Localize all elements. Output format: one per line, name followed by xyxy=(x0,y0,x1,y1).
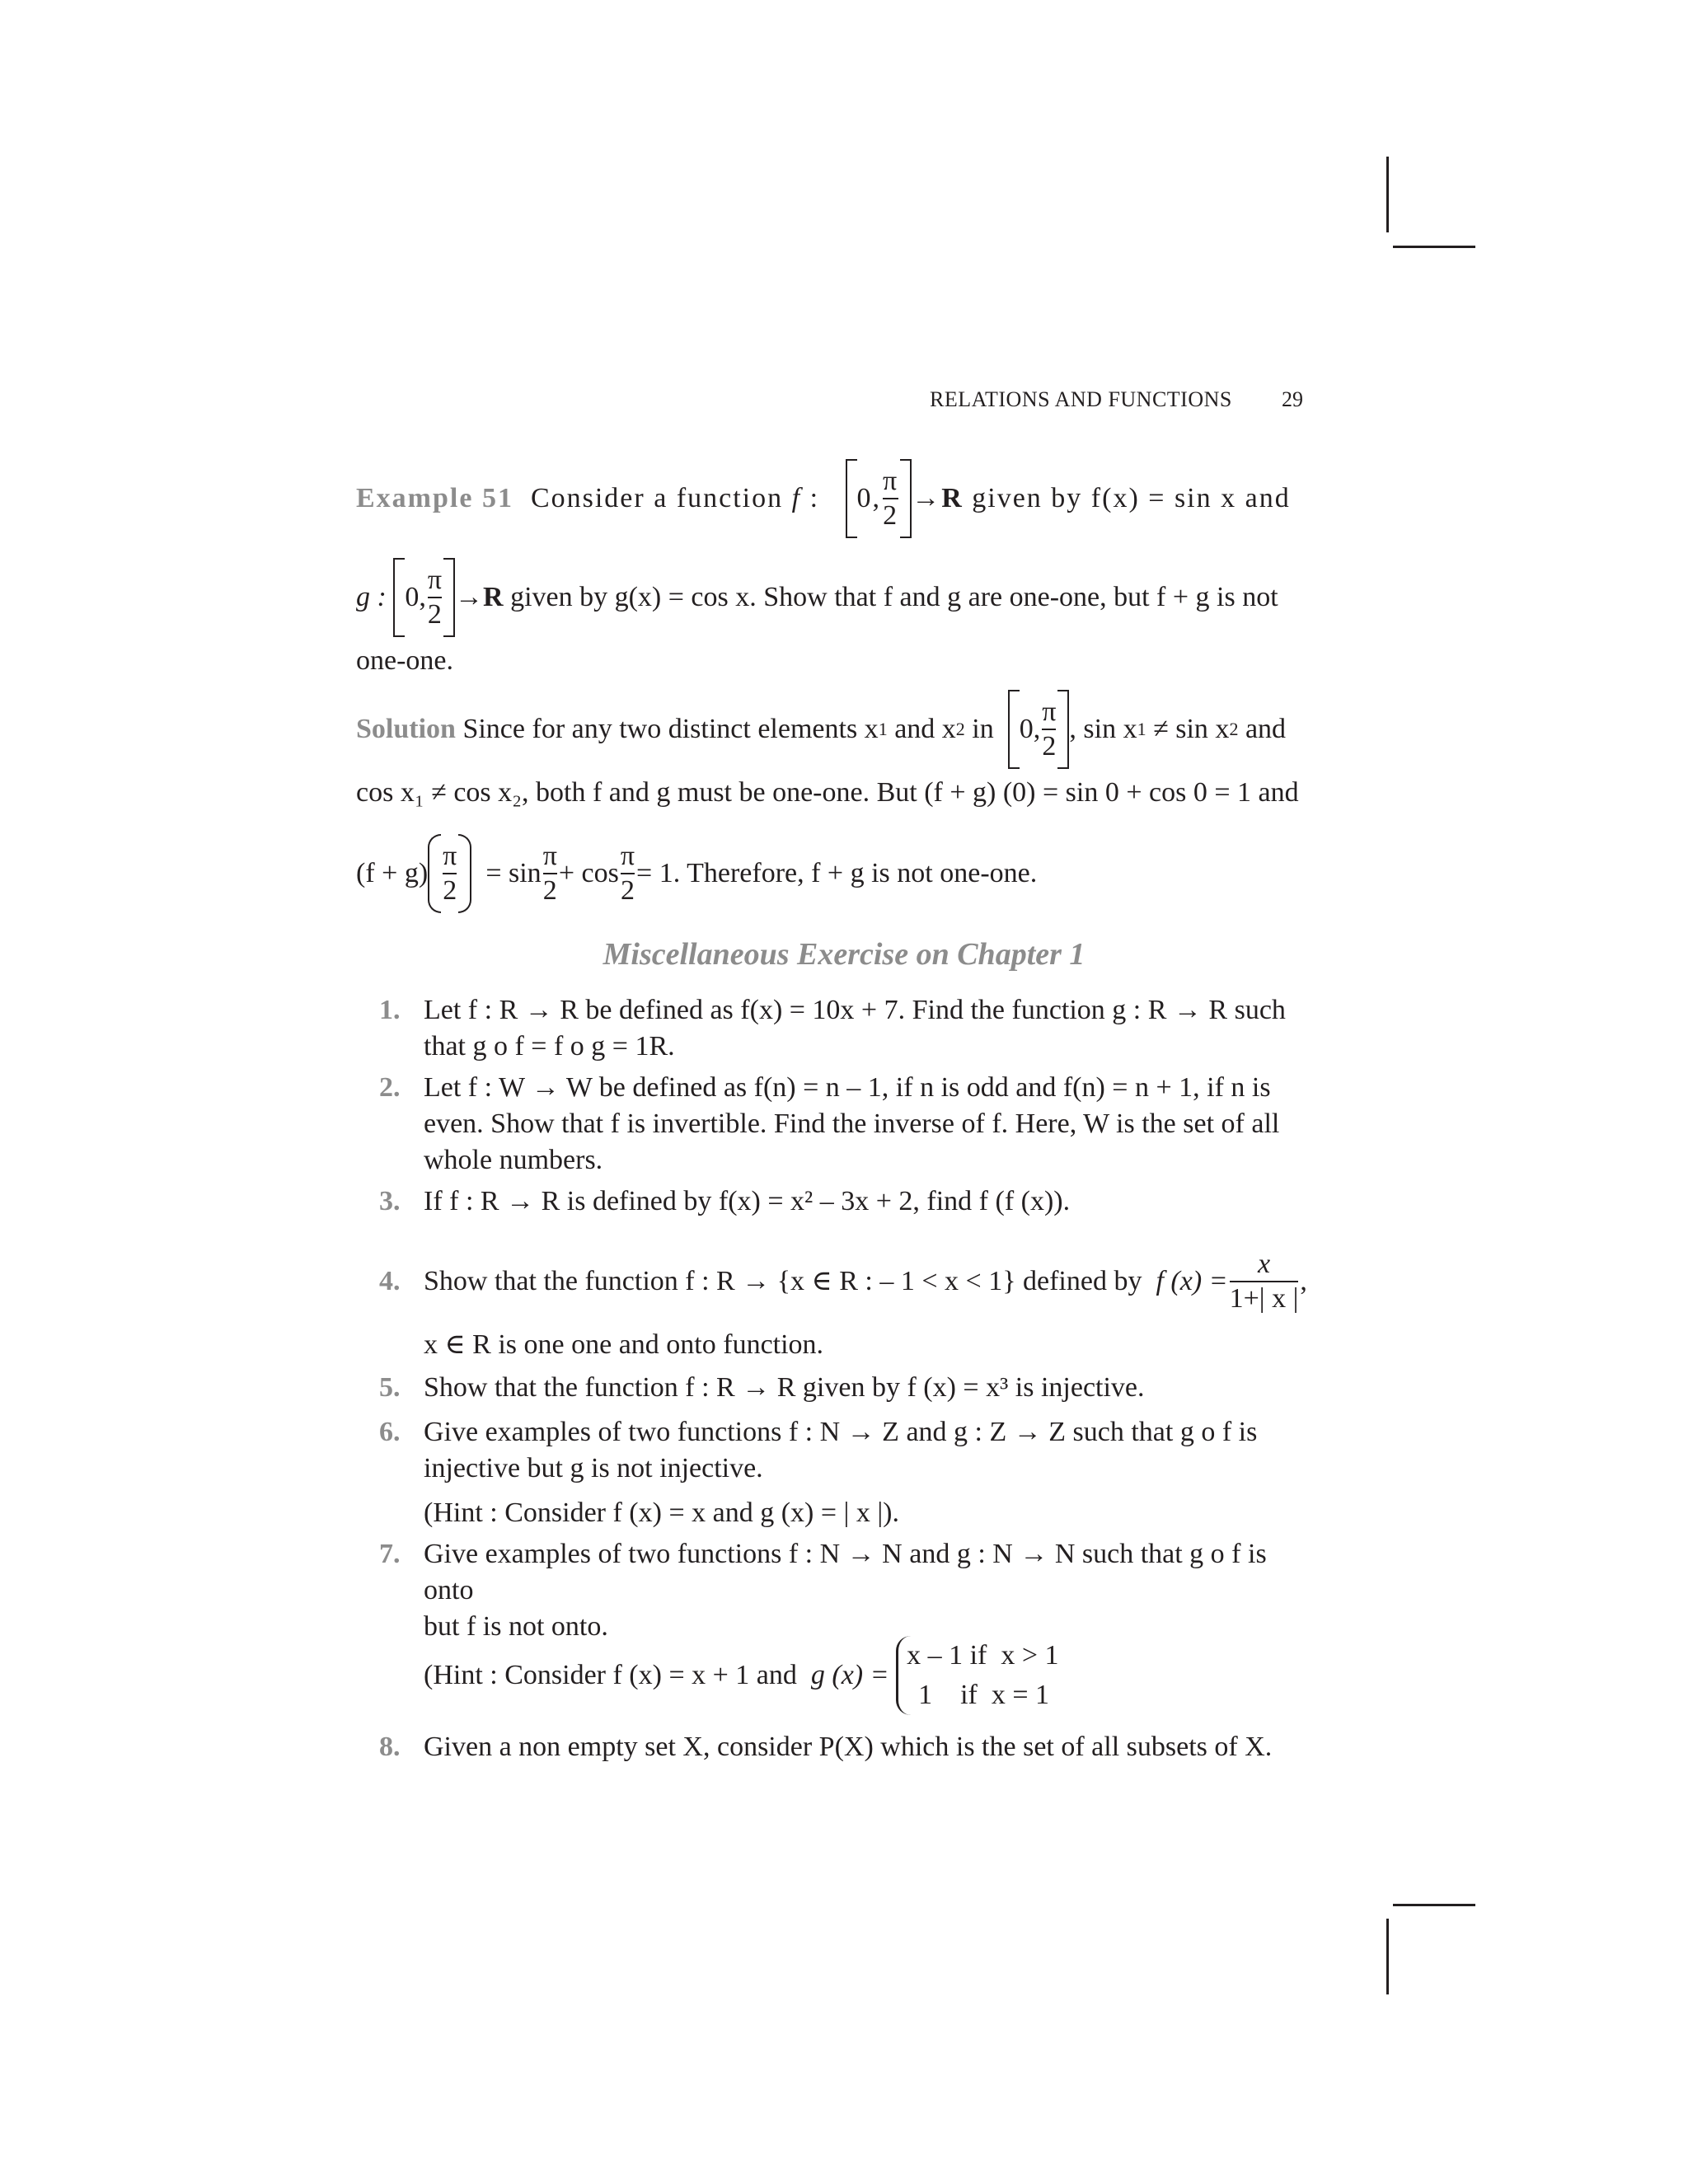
example-line-3: one-one. xyxy=(356,645,454,676)
question-text xyxy=(424,1070,1314,1179)
question-number: 7. xyxy=(379,1539,401,1569)
gx-label: g (x) = xyxy=(810,1660,889,1690)
pi: π xyxy=(542,841,557,871)
example-given-f: given by f(x) = sin x and xyxy=(972,483,1291,513)
example-intro: Consider a function xyxy=(530,483,784,513)
question-line: whole numbers. xyxy=(424,1145,603,1175)
denominator: 1+| x | xyxy=(1230,1281,1299,1315)
pi: π xyxy=(620,841,635,871)
comma: , xyxy=(1300,1266,1307,1296)
pi: π xyxy=(427,565,442,595)
question-hint xyxy=(424,1630,1314,1721)
left-paren xyxy=(428,834,441,913)
example-label: Example 51 xyxy=(356,483,513,513)
pi-over-2 xyxy=(883,465,898,532)
solution-text-d: , sin x xyxy=(1069,714,1137,744)
plus-cos: + cos xyxy=(558,858,619,888)
interval-start: 0, xyxy=(856,483,882,513)
misc-exercise-title: Miscellaneous Exercise on Chapter 1 xyxy=(603,937,1085,972)
left-bracket xyxy=(1008,690,1020,769)
running-head: RELATIONS AND FUNCTIONS xyxy=(930,387,1232,411)
paren-pi-over-2 xyxy=(428,834,471,913)
interval-start: 0, xyxy=(405,582,426,612)
question-line: If f : R → R is defined by f(x) = x² – 3x + 2, find f (f (x)). xyxy=(424,1186,1071,1216)
arrow-R: →R xyxy=(912,483,964,513)
solution-text-c: in xyxy=(972,714,994,744)
question-4 xyxy=(379,1240,1312,1323)
question-line: but f is not onto. xyxy=(424,1611,608,1642)
equals-one: = 1 xyxy=(636,858,673,888)
solution-line-2: cos x₁ ≠ cos x₂, both f and g must be one-one. But (f + g) (0) = sin 0 + cos 0 = 1 and xyxy=(356,777,1299,808)
question-line: even. Show that f is invertible. Find the inverse of f. Here, W is the set of all xyxy=(424,1108,1280,1139)
fx-label: f (x) = xyxy=(1156,1266,1228,1296)
interval-start: 0, xyxy=(1019,714,1041,744)
question-line: Give examples of two functions f : N → Z and g : Z → Z such that g o f is xyxy=(424,1417,1258,1447)
question-line: Show that the function f : R → {x ∈ R : – 1 < x < 1} defined by xyxy=(424,1266,1142,1296)
arrow-R: →R xyxy=(455,582,504,612)
hint-text: (Hint : Consider f (x) = x + 1 and xyxy=(424,1660,797,1690)
two: 2 xyxy=(428,597,442,631)
g-symbol: g : xyxy=(356,582,387,612)
question-line: x ∈ R is one one and onto function. xyxy=(424,1329,824,1360)
question-text xyxy=(424,1729,1314,1765)
pi-over-2 xyxy=(1042,696,1056,763)
crop-mark-top-vertical xyxy=(1386,157,1389,232)
question-line: Give examples of two functions f : N → N and g : N → N such that g o f is onto xyxy=(424,1539,1267,1605)
two: 2 xyxy=(443,873,457,907)
pi-over-2-sin xyxy=(543,840,557,907)
pi-over-2 xyxy=(428,564,442,631)
question-number: 4. xyxy=(379,1266,401,1296)
two: 2 xyxy=(883,498,898,532)
case-2: 1 if x = 1 xyxy=(918,1680,1050,1710)
question-line: that g o f = f o g = 1R. xyxy=(424,1031,675,1062)
pi-over-2-cos xyxy=(621,840,635,907)
question-text xyxy=(424,1536,1314,1645)
crop-mark-bottom-horizontal xyxy=(1393,1904,1475,1906)
question-number: 6. xyxy=(379,1417,401,1447)
solution-conclusion: . Therefore, f + g is not one-one. xyxy=(673,858,1038,888)
x-over-1-plus-abs-x xyxy=(1230,1248,1299,1315)
crop-mark-bottom-vertical xyxy=(1386,1919,1389,1994)
question-text xyxy=(424,1240,1314,1323)
solution-text-e: ≠ sin x xyxy=(1153,714,1230,744)
interval-0-pi-over-2 xyxy=(846,459,912,538)
two: 2 xyxy=(1042,729,1056,763)
right-bracket xyxy=(443,558,455,637)
pi: π xyxy=(443,841,457,871)
question-7-hint xyxy=(379,1630,1312,1721)
colon: : xyxy=(809,483,820,513)
example-line-2 xyxy=(356,556,1312,639)
solution-label: Solution xyxy=(356,714,456,744)
case-1: x – 1 if x > 1 xyxy=(907,1640,1059,1671)
f-symbol: f xyxy=(791,483,802,513)
question-text xyxy=(424,1414,1314,1531)
right-bracket xyxy=(900,459,912,538)
question-number: 8. xyxy=(379,1732,401,1762)
question-text xyxy=(424,1370,1314,1406)
question-number: 2. xyxy=(379,1072,401,1103)
question-text xyxy=(424,992,1314,1065)
question-number: 3. xyxy=(379,1186,401,1216)
right-bracket xyxy=(1057,690,1069,769)
piecewise-cases xyxy=(896,1636,1058,1715)
question-number: 5. xyxy=(379,1372,401,1403)
equals-sin: = sin xyxy=(485,858,542,888)
pi-over-2 xyxy=(443,840,457,907)
interval-0-pi-over-2-sol xyxy=(1008,690,1070,769)
question-hint: (Hint : Consider f (x) = x and g (x) = | x |). xyxy=(424,1497,899,1528)
solution-text-b: and x xyxy=(894,714,956,744)
pi: π xyxy=(1042,696,1057,727)
solution-text-f: and xyxy=(1245,714,1287,744)
question-text xyxy=(424,1183,1314,1220)
numerator: x xyxy=(1257,1249,1271,1279)
two: 2 xyxy=(621,873,635,907)
solution-text-a: Since for any two distinct elements x xyxy=(462,714,879,744)
question-number: 1. xyxy=(379,995,401,1025)
question-line: Let f : W → W be defined as f(n) = n – 1, if n is odd and f(n) = n + 1, if n is xyxy=(424,1072,1271,1103)
left-bracket xyxy=(393,558,405,637)
page-number: 29 xyxy=(1282,387,1303,411)
two: 2 xyxy=(543,873,557,907)
left-bracket xyxy=(846,459,857,538)
example-given-g: given by g(x) = cos x. Show that f and g are one-one, but f + g is not xyxy=(510,582,1278,612)
solution-line-3 xyxy=(356,832,1312,915)
pi: π xyxy=(883,466,899,496)
question-line: Show that the function f : R → R given by f (x) = x³ is injective. xyxy=(424,1372,1145,1403)
f-plus-g: (f + g) xyxy=(356,858,429,888)
interval-0-pi-over-2-g xyxy=(393,558,455,637)
right-paren xyxy=(458,834,471,913)
question-line: Given a non empty set X, consider P(X) which is the set of all subsets of X. xyxy=(424,1732,1273,1762)
question-line: Let f : R → R be defined as f(x) = 10x + 7. Find the function g : R → R such xyxy=(424,995,1286,1025)
question-line: injective but g is not injective. xyxy=(424,1453,763,1483)
example-line-1 xyxy=(356,457,1312,540)
crop-mark-top-horizontal xyxy=(1393,246,1475,248)
solution-line-1: Solution Since for any two distinct elements x 1 and x 2 in 0, $\frac{\pi}{2}$ , sin x 1 ≠ sin x 2 and xyxy=(356,688,1312,771)
